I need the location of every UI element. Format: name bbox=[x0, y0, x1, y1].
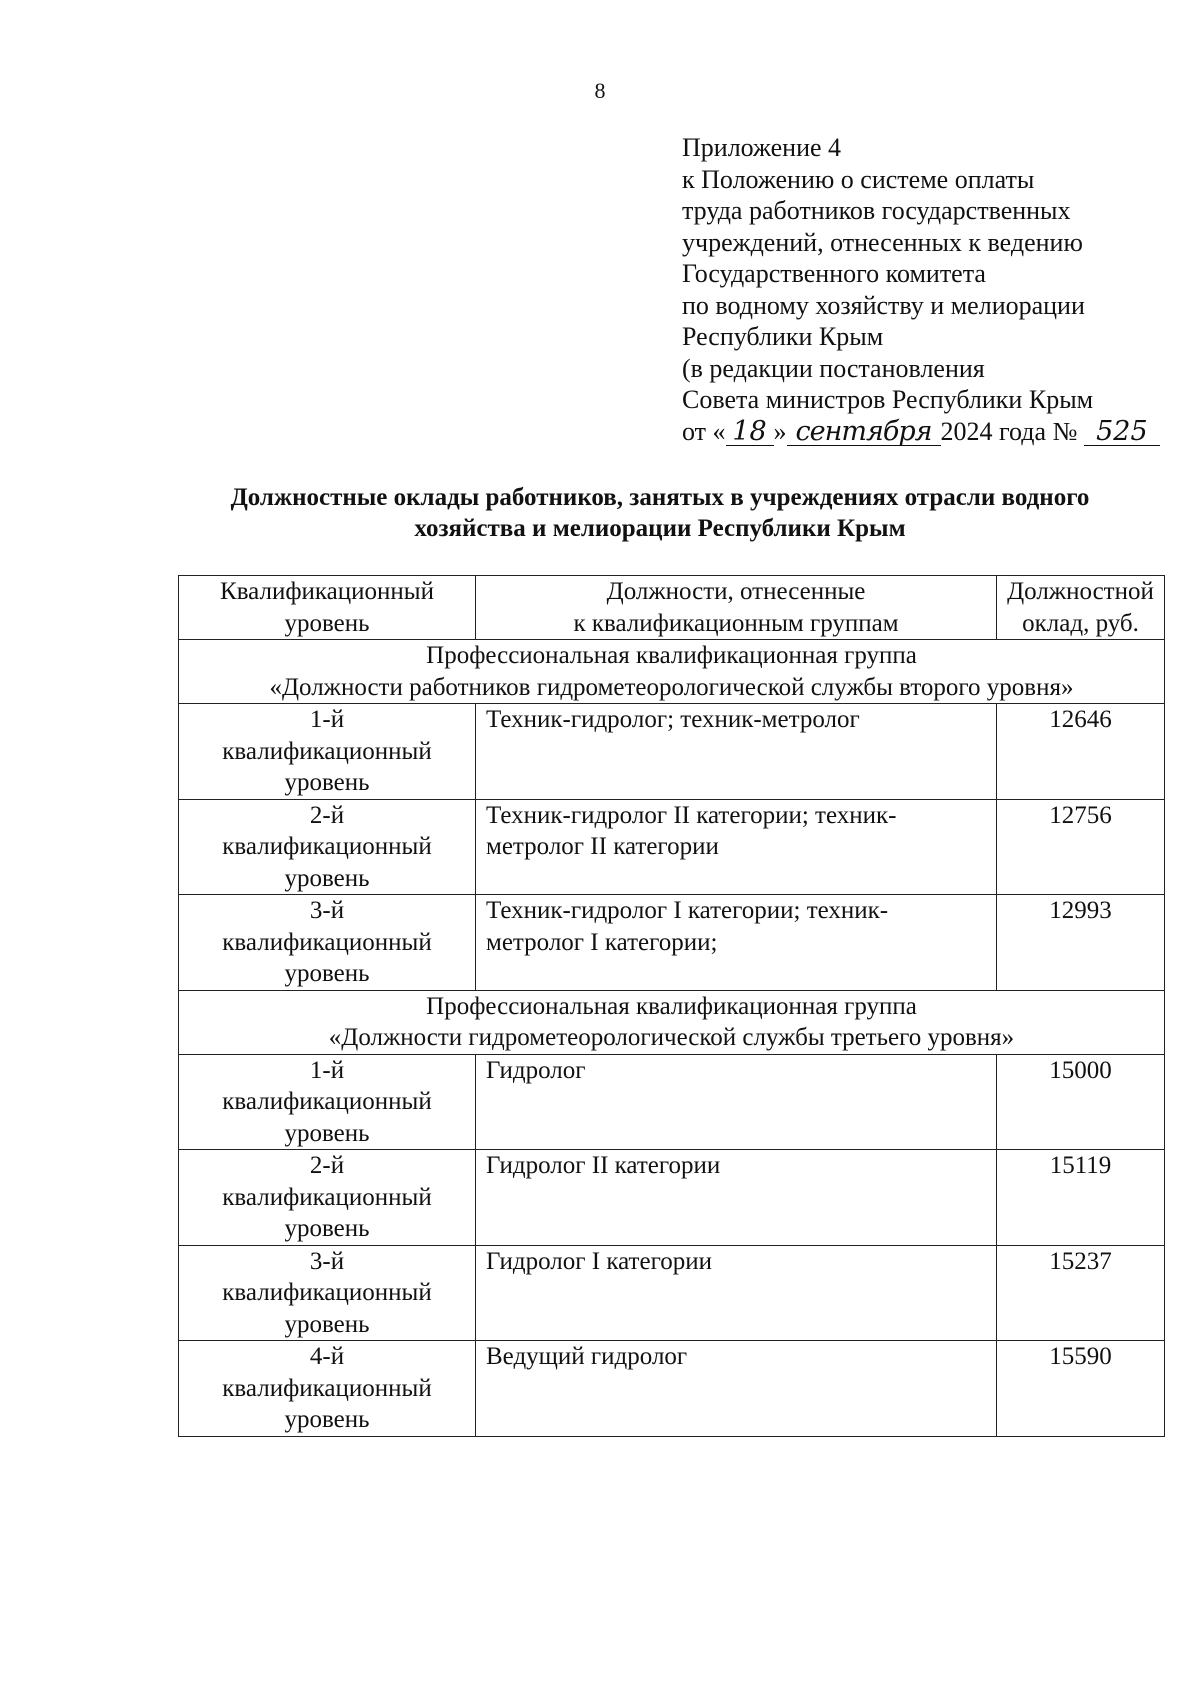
level-number: 4-й bbox=[309, 1343, 345, 1370]
header-text: Должностной bbox=[1007, 578, 1154, 605]
salary-cell: 12756 bbox=[997, 799, 1165, 895]
table-row bbox=[179, 895, 1165, 991]
level-number: 1-й bbox=[309, 1056, 345, 1084]
date-month-handwritten: сентября bbox=[787, 419, 941, 446]
appendix-line: по водному хозяйству и мелиорации bbox=[682, 290, 1085, 320]
level-cell bbox=[179, 1150, 476, 1246]
level-word: квалификационный bbox=[222, 833, 432, 860]
appendix-line: к Положению о системе оплаты bbox=[682, 164, 1035, 194]
header-level bbox=[179, 576, 476, 640]
level-word: квалификационный bbox=[222, 737, 432, 765]
date-mid: » bbox=[773, 416, 787, 446]
position-text: Гидролог bbox=[486, 1056, 586, 1084]
table-row bbox=[179, 1054, 1165, 1150]
level-word: квалификационный bbox=[222, 1279, 432, 1306]
header-text: Квалификационный bbox=[220, 578, 434, 605]
salary-cell: 12993 bbox=[997, 895, 1165, 991]
header-text: оклад, руб. bbox=[1022, 609, 1139, 637]
table-row bbox=[179, 799, 1165, 895]
level-cell bbox=[179, 799, 476, 895]
appendix-line: труда работников государственных bbox=[682, 196, 1071, 225]
group-title bbox=[179, 990, 1165, 1054]
level-number: 3-й bbox=[309, 1247, 345, 1275]
position-cell bbox=[476, 704, 997, 800]
salary-table bbox=[178, 575, 1165, 1437]
position-text: Гидролог I категории bbox=[486, 1247, 712, 1275]
level-cell bbox=[179, 1245, 476, 1341]
level-tail: уровень bbox=[284, 1406, 370, 1433]
position-text: метролог II категории bbox=[486, 833, 719, 860]
group-title-line: Профессиональная квалификационная группа bbox=[426, 642, 917, 669]
appendix-line: Республики Крым bbox=[682, 322, 884, 351]
level-word: квалификационный bbox=[222, 1374, 432, 1402]
header-text: уровень bbox=[284, 609, 370, 637]
level-tail: уровень bbox=[284, 1119, 370, 1147]
document-title-line: хозяйства и мелиорации Республики Крым bbox=[414, 515, 906, 542]
appendix-date-line bbox=[682, 416, 1182, 448]
table-header-row bbox=[179, 576, 1165, 640]
level-tail: уровень bbox=[284, 1215, 370, 1242]
doc-number-handwritten: 525 bbox=[1084, 419, 1160, 446]
level-word: квалификационный bbox=[222, 928, 432, 956]
level-word: квалификационный bbox=[222, 1183, 432, 1211]
level-number: 3-й bbox=[309, 897, 345, 924]
level-tail: уровень bbox=[284, 960, 370, 987]
date-day-handwritten: 18 bbox=[726, 419, 774, 446]
level-cell bbox=[179, 895, 476, 991]
appendix-block bbox=[682, 132, 1182, 447]
page-number: 8 bbox=[594, 78, 606, 103]
appendix-line: Государственного комитета bbox=[682, 259, 986, 288]
level-word: квалификационный bbox=[222, 1088, 432, 1115]
appendix-line: Совета министров Республики Крым bbox=[682, 385, 1094, 414]
group-header-row bbox=[179, 640, 1165, 704]
document-title-line: Должностные оклады работников, занятых в учреждениях отрасли водного bbox=[230, 484, 1090, 511]
position-text: Техник-гидролог I категории; техник- bbox=[486, 897, 889, 924]
position-cell bbox=[476, 1054, 997, 1150]
table-row bbox=[179, 1245, 1165, 1341]
group-title-line: «Должности работников гидрометеорологической службы второго уровня» bbox=[269, 673, 1074, 701]
salary-cell: 15000 bbox=[997, 1054, 1165, 1150]
level-tail: уровень bbox=[284, 769, 370, 796]
salary-cell: 15237 bbox=[997, 1245, 1165, 1341]
header-positions bbox=[476, 576, 997, 640]
position-text: метролог I категории; bbox=[486, 928, 718, 956]
position-cell bbox=[476, 1341, 997, 1437]
position-cell bbox=[476, 1150, 997, 1246]
salary-cell: 15119 bbox=[997, 1150, 1165, 1246]
table-row bbox=[179, 704, 1165, 800]
position-cell bbox=[476, 799, 997, 895]
group-header-row bbox=[179, 990, 1165, 1054]
appendix-line: учреждений, отнесенных к ведению bbox=[682, 227, 1083, 257]
position-text: Техник-гидролог II категории; техник- bbox=[486, 801, 897, 829]
appendix-line: Приложение 4 bbox=[682, 133, 842, 162]
level-cell bbox=[179, 704, 476, 800]
table-row bbox=[179, 1341, 1165, 1437]
group-title bbox=[179, 640, 1165, 704]
level-number: 2-й bbox=[309, 1152, 345, 1179]
level-number: 1-й bbox=[309, 706, 345, 733]
level-tail: уровень bbox=[284, 864, 370, 892]
position-cell bbox=[476, 895, 997, 991]
header-text: Должности, отнесенные bbox=[606, 578, 866, 605]
table-row bbox=[179, 1150, 1165, 1246]
date-suffix: 2024 года № bbox=[940, 416, 1078, 446]
group-title-line: «Должности гидрометеорологической службы третьего уровня» bbox=[328, 1024, 1015, 1051]
position-cell bbox=[476, 1245, 997, 1341]
level-number: 2-й bbox=[309, 801, 345, 829]
level-cell bbox=[179, 1054, 476, 1150]
position-text: Техник-гидролог; техник-метролог bbox=[486, 706, 860, 733]
level-tail: уровень bbox=[284, 1310, 370, 1338]
salary-cell: 15590 bbox=[997, 1341, 1165, 1437]
header-salary bbox=[997, 576, 1165, 640]
level-cell bbox=[179, 1341, 476, 1437]
date-prefix: от « bbox=[682, 416, 726, 446]
document-title bbox=[170, 482, 1150, 544]
header-text: к квалификационным группам bbox=[573, 609, 899, 637]
appendix-line: (в редакции постановления bbox=[682, 353, 985, 383]
position-text: Ведущий гидролог bbox=[486, 1343, 688, 1370]
salary-cell: 12646 bbox=[997, 704, 1165, 800]
position-text: Гидролог II категории bbox=[486, 1152, 721, 1179]
group-title-line: Профессиональная квалификационная группа bbox=[426, 992, 917, 1020]
